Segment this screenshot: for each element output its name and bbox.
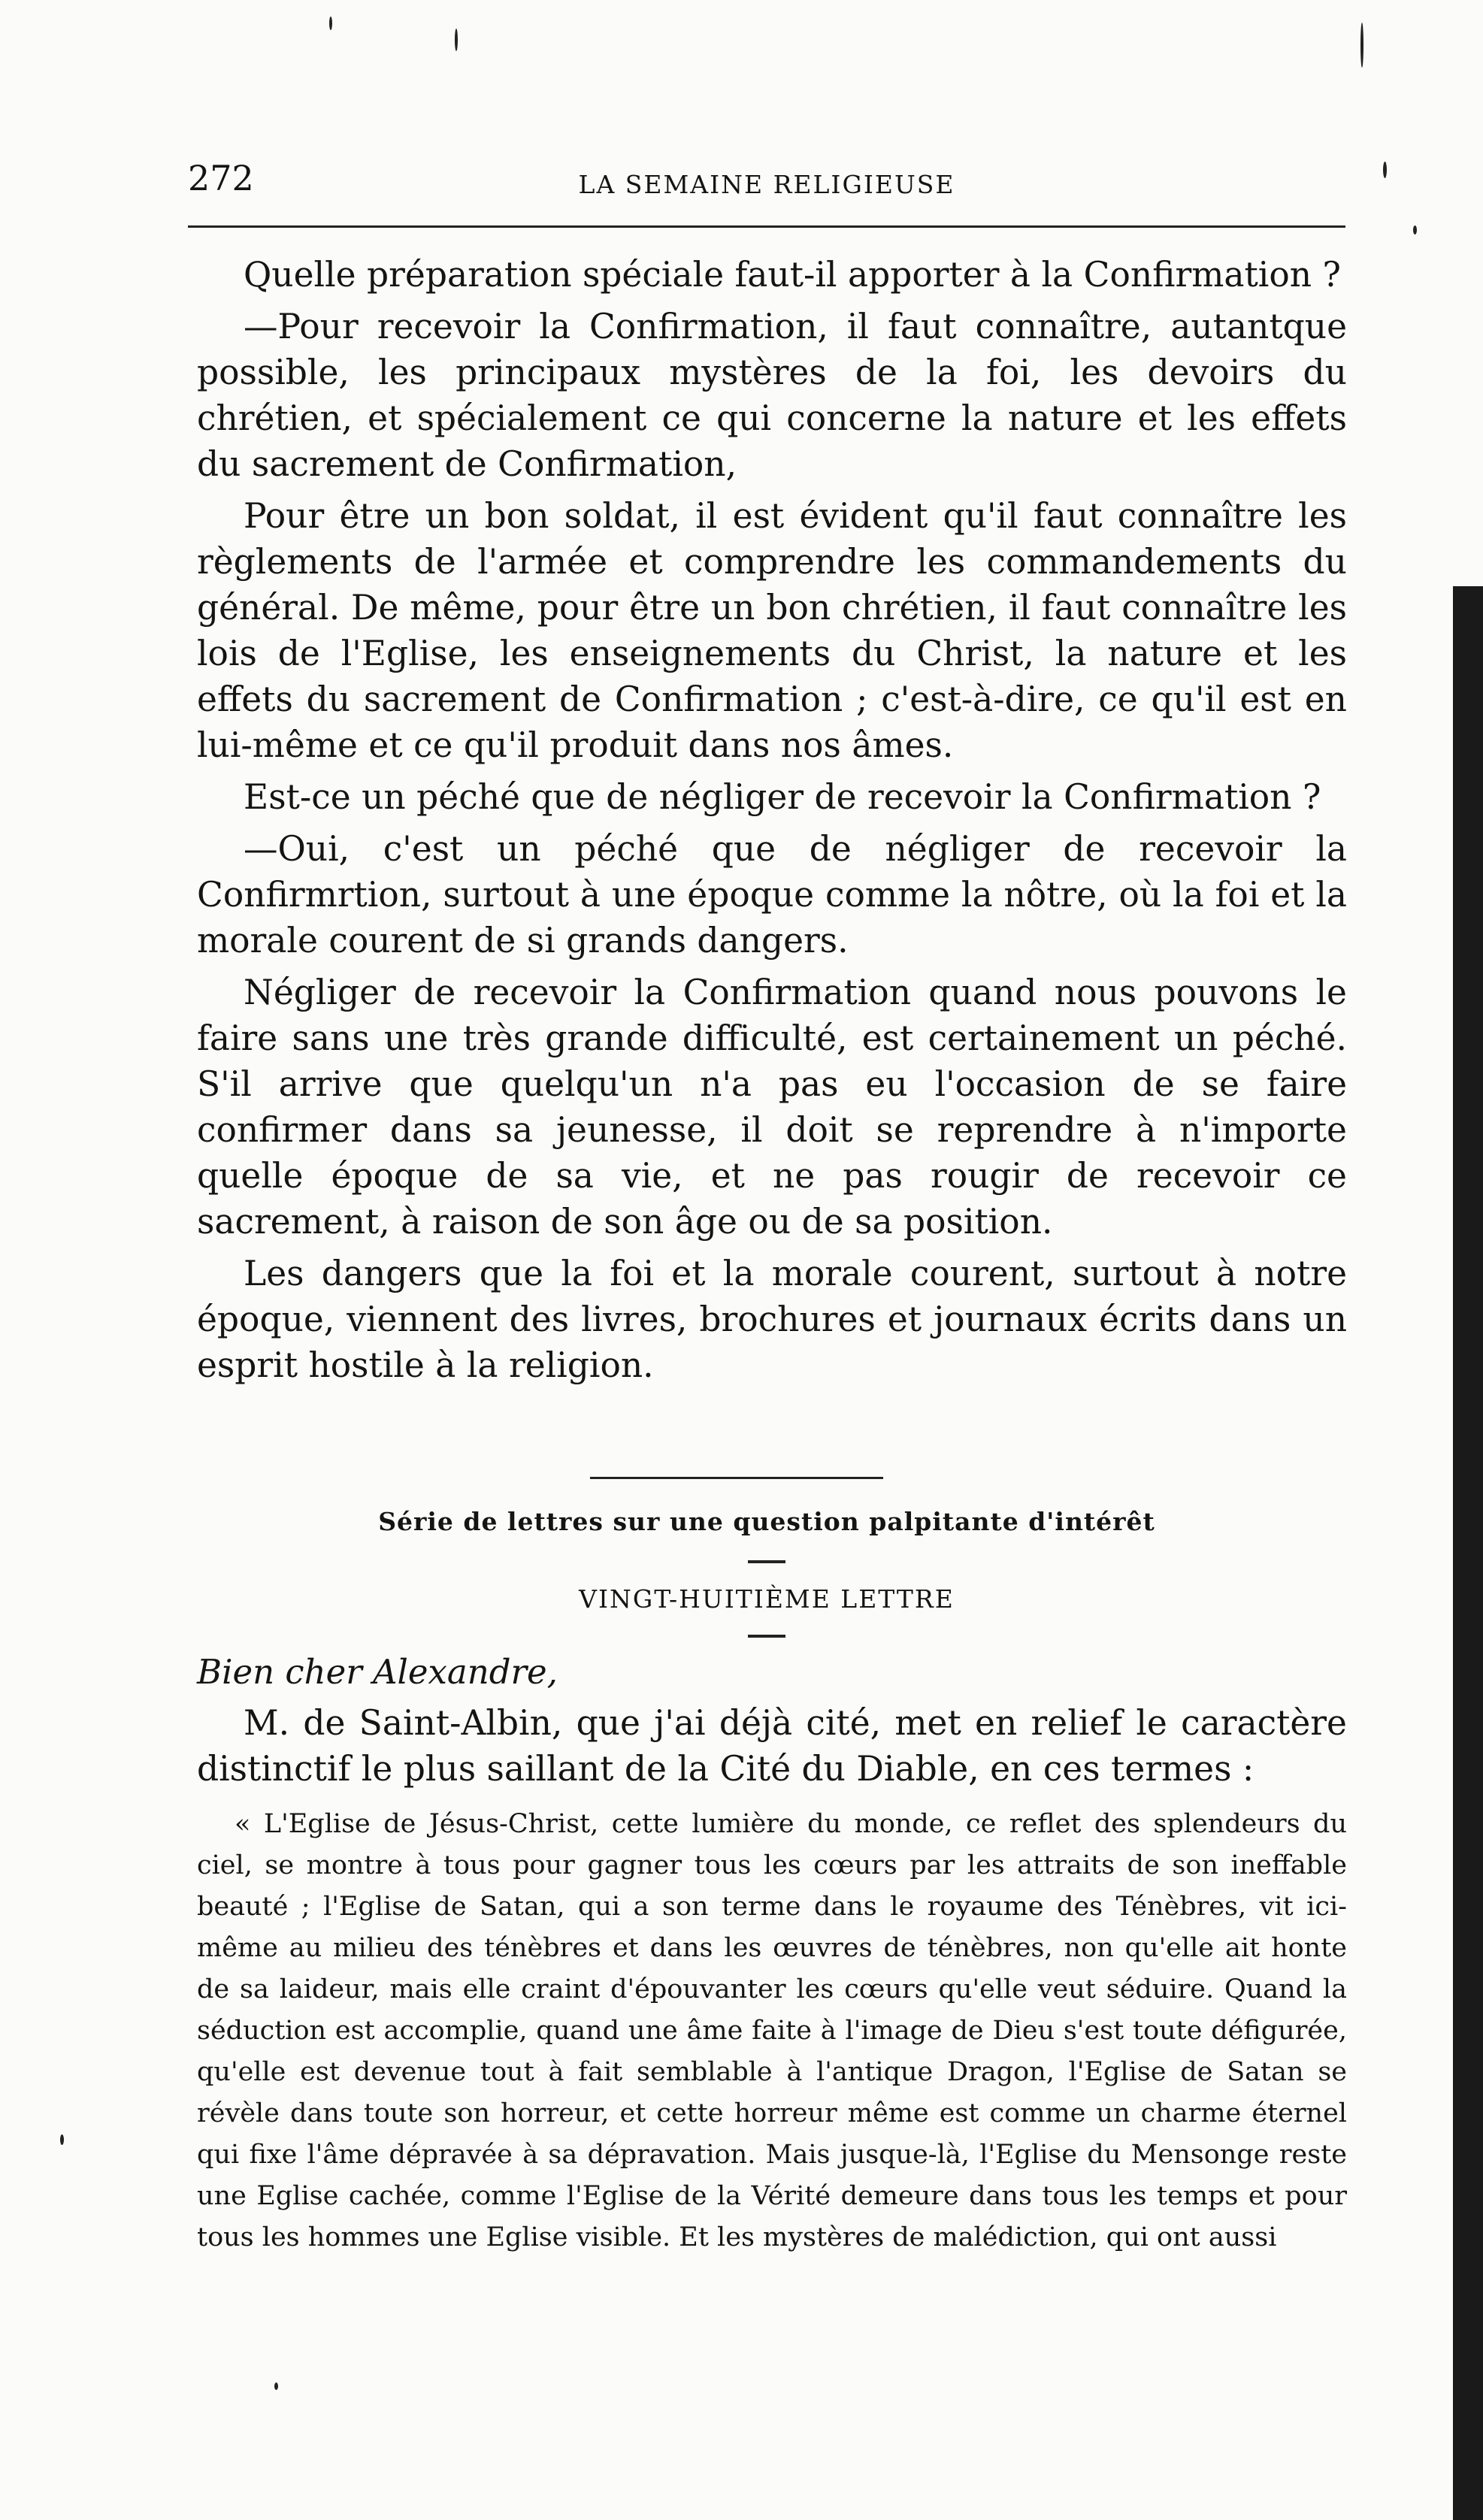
question-paragraph: Est-ce un péché que de négliger de recevoir la Confirmation ? [244, 777, 1321, 817]
body-paragraph: Pour être un bon soldat, il est évident qu'il faut connaître les règlements de l'armée et comprendre les commandements du général. De même, pour être un bon chrétien, il faut connaître les lois de l'Eglise, les enseignements du Christ, la nature et les effets du sacrement de Confirmation ; c'est-à-dire, ce qu'il est en lui-même et ce qu'il produit dans nos âmes. [197, 496, 1347, 765]
body-paragraph: Les dangers que la foi et la morale courent, surtout à notre époque, viennent des livres, brochures et journaux écrits dans un esprit hostile à la religion. [197, 1254, 1347, 1385]
section-divider [590, 1477, 883, 1479]
body-paragraph: Négliger de recevoir la Confirmation quand nous pouvons le faire sans une très grande difficulté, est certainement un péché. S'il arrive que quelqu'un n'a pas eu l'occasion de se faire confirmer dans sa jeunesse, il doit se reprendre à n'importe quelle époque de sa vie, et ne pas rougir de recevoir ce sacrement, à raison de son âge ou de sa position. [197, 973, 1347, 1242]
scan-speck [455, 29, 458, 51]
quotation-text: « L'Eglise de Jésus-Christ, cette lumière du monde, ce reflet des splendeurs du ciel, se montre à tous pour gagner tous les cœurs par les attraits de son ineffable beauté ; l'Eglise de Satan, qui a son terme dans le royaume des Ténèbres, vit ici-même au milieu des ténèbres et dans les œuvres de ténèbres, non qu'elle ait honte de sa laideur, mais elle craint d'épouvanter les cœurs qu'elle veut séduire. Quand la séduction est accomplie, quand une âme faite à l'image de Dieu s'est toute défigurée, qu'elle est devenue tout à fait semblable à l'antique Dragon, l'Eglise de Satan se révèle dans toute son horreur, et cette horreur même est comme un charme éternel qui fixe l'âme dépravée à sa dépravation. Mais jusque-là, l'Eglise du Mensonge reste une Eglise cachée, comme l'Eglise de la Vérité demeure dans tous les temps et pour tous les hommes une Eglise visible. Et les mystères de malédiction, qui ont aussi [197, 1809, 1347, 2252]
scan-speck [1360, 23, 1363, 68]
scan-speck [274, 2382, 278, 2390]
letter-title: VINGT-HUITIÈME LETTRE [579, 1584, 955, 1614]
running-title: LA SEMAINE RELIGIEUSE [578, 170, 955, 199]
scan-speck [1383, 162, 1387, 178]
series-title: Série de lettres sur une question palpitante d'intérêt [378, 1507, 1155, 1536]
scan-speck [60, 2134, 64, 2145]
question-paragraph: Quelle préparation spéciale faut-il apporter à la Confirmation ? [244, 255, 1341, 295]
header-rule [188, 225, 1345, 228]
title-dash [748, 1560, 785, 1563]
title-dash [748, 1635, 785, 1638]
scan-page-edge [1453, 586, 1483, 2520]
answer-paragraph: —Oui, c'est un péché que de négliger de recevoir la Confirmrtion, surtout à une époque comme la nôtre, où la foi et la morale courent de si grands dangers. [197, 829, 1347, 961]
page-number: 272 [188, 158, 254, 198]
page-header [188, 158, 1345, 203]
letter-salutation: Bien cher Alexandre, [197, 1652, 558, 1692]
answer-paragraph: —Pour recevoir la Confirmation, il faut connaître, autantque possible, les principaux mystères de la foi, les devoirs du chrétien, et spécialement ce qui concerne la nature et les effets du sacrement de Confirmation, [197, 307, 1347, 484]
letter-intro-block [197, 1700, 1347, 1792]
letter-intro: M. de Saint-Albin, que j'ai déjà cité, met en relief le caractère distinctif le plus saillant de la Cité du Diable, en ces termes : [197, 1703, 1347, 1789]
scan-speck [329, 17, 332, 30]
scan-speck [1413, 225, 1417, 234]
quotation-block [197, 1804, 1347, 2258]
confirmation-section [197, 252, 1347, 1394]
